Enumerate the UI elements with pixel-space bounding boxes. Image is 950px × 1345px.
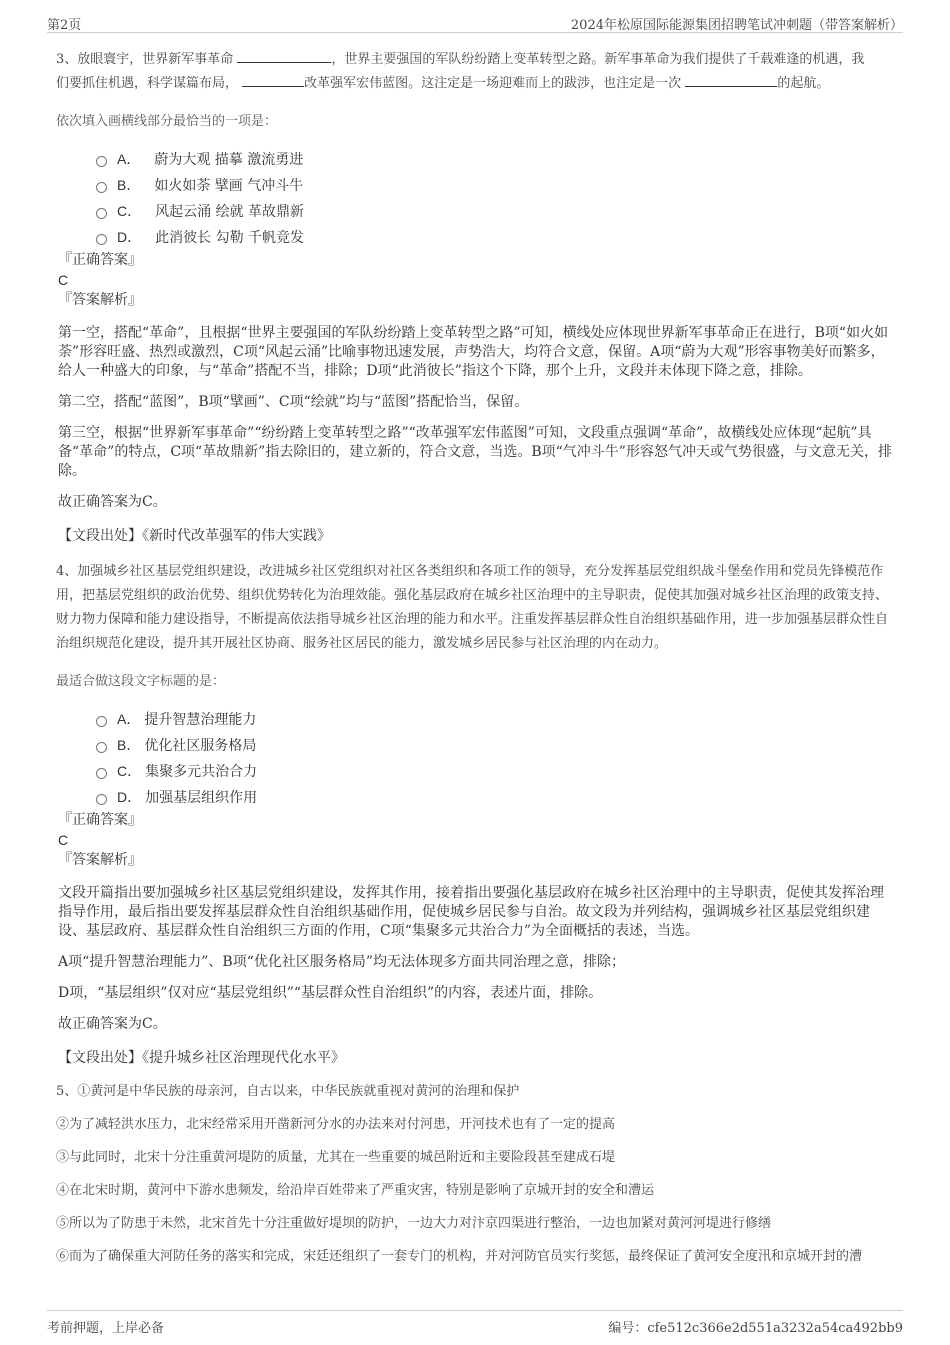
question-4-options (96, 706, 896, 810)
analysis-paragraph: 故正确答案为C。 (58, 1016, 167, 1032)
source-label: 【文段出处】 (58, 1050, 142, 1066)
analysis-paragraph: 第二空，搭配“蓝图”，B项“擘画”、C项“绘就”均与“蓝图”搭配恰当，保留。 (58, 394, 529, 410)
option-text: 加强基层组织作用 (145, 790, 258, 806)
answer-value: C (58, 832, 69, 848)
radio-button-icon[interactable] (96, 234, 107, 245)
answer-label: 『正确答案』 (58, 252, 142, 268)
analysis-paragraph: A项“提升智慧治理能力”、B项“优化社区服务格局”均无法体现多方面共同治理之意，排除； (58, 954, 626, 970)
option-text: 集聚多元共治合力 (145, 764, 258, 780)
option-letter: A． (117, 711, 141, 727)
option-text: 此消彼长 勾勒 千帆竞发 (155, 230, 305, 246)
analysis-paragraph: 故正确答案为C。 (58, 494, 167, 510)
option-c[interactable] (96, 758, 896, 784)
source-title: 《新时代改革强军的伟大实践》 (142, 528, 331, 544)
option-c[interactable] (96, 198, 896, 224)
analysis-paragraph: 文段开篇指出要加强城乡社区基层党组织建设，发挥其作用，接着指出要强化基层政府在城乡社区治理中的主导职责，促使其发挥治理指导作用，最后指出要发挥基层群众性自治组织基础作用，促使城乡居民参与自治。故文段为并列结构，强调城乡社区基层党组织建设、基层政府、基层群众性自治组织三方面的作用，C项“集聚多元共治合力”为全面概括的表述，当选。 (58, 885, 884, 939)
source-label: 【文段出处】 (58, 528, 142, 544)
source-line (58, 526, 896, 546)
analysis-paragraph: 第一空，搭配“革命”，且根据“世界主要强国的军队纷纷踏上变革转型之路”可知，横线处应体现世界新军事革命正在进行，B项“如火如荼”形容旺盛、热烈或激烈，C项“风起云涌”比喻事物迅速发展，声势浩大，均符合文意，保留。A项“蔚为大观”形容事物美好而繁多，给人一种盛大的印象，与“革命”搭配不当，排除；D项“此消彼长”指这个下降，那个上升，文段并未体现下降之意，排除。 (58, 325, 889, 379)
source-title: 《提升城乡社区治理现代化水平》 (142, 1050, 345, 1066)
radio-button-icon[interactable] (96, 208, 107, 219)
source-line (58, 1048, 896, 1068)
question-3 (56, 48, 896, 546)
option-a[interactable] (96, 146, 896, 172)
sentence-item: ②为了减轻洪水压力，北宋经常采用开凿新河分水的办法来对付河患，开河技术也有了一定的提高 (56, 1117, 616, 1132)
stem-text: 改革强军宏伟蓝图。这注定是一场迎难而上的跋涉，也注定是一次 (304, 76, 682, 91)
question-3-options (96, 146, 896, 250)
option-letter: D． (117, 229, 142, 245)
radio-button-icon[interactable] (96, 742, 107, 753)
page-number: 第2页 (47, 18, 82, 33)
question-5 (56, 1082, 896, 1267)
fill-blank-2 (242, 72, 304, 87)
radio-button-icon[interactable] (96, 156, 107, 167)
page-header (47, 10, 903, 33)
option-letter: B． (117, 177, 141, 193)
answer-value: C (58, 272, 69, 288)
question-3-prompt: 依次填入画横线部分最恰当的一项是： (56, 114, 278, 129)
option-letter: A． (117, 151, 141, 167)
sentence-item: 5、①黄河是中华民族的母亲河，自古以来，中华民族就重视对黄河的治理和保护 (56, 1084, 520, 1099)
option-text: 如火如荼 擘画 气冲斗牛 (154, 178, 304, 194)
sentence-item: ⑤所以为了防患于未然，北宋首先十分注重做好堤坝的防护，一边大力对汴京四渠进行整治，一边也加紧对黄河河堤进行修缮 (56, 1216, 772, 1231)
analysis-label: 『答案解析』 (58, 292, 142, 308)
analysis-paragraph: D项，“基层组织”仅对应“基层党组织”“基层群众性自治组织”的内容，表述片面，排除。 (58, 985, 603, 1001)
question-3-stem (56, 48, 896, 96)
stem-text: 们要抓住机遇，科学谋篇布局， (56, 76, 239, 91)
option-letter: B． (117, 737, 141, 753)
question-4 (56, 560, 896, 1068)
sentence-item: ⑥而为了确保重大河防任务的落实和完成，宋廷还组织了一套专门的机构，并对河防官员实行奖惩，最终保证了黄河安全度汛和京城开封的漕 (56, 1249, 863, 1264)
question-4-prompt: 最适合做这段文字标题的是： (56, 674, 226, 689)
radio-button-icon[interactable] (96, 182, 107, 193)
fill-blank-1 (237, 48, 331, 63)
option-letter: C． (117, 763, 142, 779)
radio-button-icon[interactable] (96, 794, 107, 805)
footer-slogan: 考前押题，上岸必备 (47, 1321, 165, 1336)
document-title: 2024年松原国际能源集团招聘笔试冲刺题（带答案解析） (570, 18, 903, 33)
option-text: 优化社区服务格局 (144, 738, 257, 754)
analysis-label: 『答案解析』 (58, 852, 142, 868)
option-b[interactable] (96, 172, 896, 198)
sentence-item: ④在北宋时期，黄河中下游水患频发，给沿岸百姓带来了严重灾害，特别是影响了京城开封的安全和漕运 (56, 1183, 655, 1198)
page-footer (47, 1310, 903, 1335)
option-a[interactable] (96, 706, 896, 732)
page-content (56, 48, 896, 1280)
radio-button-icon[interactable] (96, 716, 107, 727)
option-letter: D． (117, 789, 142, 805)
radio-button-icon[interactable] (96, 768, 107, 779)
option-text: 风起云涌 绘就 革故鼎新 (155, 204, 305, 220)
option-d[interactable] (96, 224, 896, 250)
stem-text: ，世界主要强国的军队纷纷踏上变革转型之路。新军事革命为我们提供了千载难逢的机遇，我 (331, 52, 865, 67)
stem-text: 的起航。 (777, 76, 830, 91)
document-id: 编号：cfe512c366e2d551a3232a54ca492bb9 (608, 1321, 903, 1336)
option-text: 提升智慧治理能力 (144, 712, 257, 728)
stem-text: 3、放眼寰宇，世界新军事革命 (56, 52, 234, 67)
analysis-paragraph: 第三空，根据“世界新军事革命”“纷纷踏上变革转型之路”“改革强军宏伟蓝图”可知，文段重点强调“革命”，故横线处应体现“起航”具备“革命”的特点，C项“革故鼎新”指去除旧的，建立新的，符合文意，当选。B项“气冲斗牛”形容怒气冲天或气势很盛，与文意无关，排除。 (58, 425, 892, 479)
option-letter: C． (117, 203, 142, 219)
option-text: 蔚为大观 描摹 激流勇进 (154, 152, 304, 168)
option-d[interactable] (96, 784, 896, 810)
option-b[interactable] (96, 732, 896, 758)
answer-label: 『正确答案』 (58, 812, 142, 828)
sentence-item: ③与此同时，北宋十分注重黄河堤防的质量，尤其在一些重要的城邑附近和主要险段甚至建成石堤 (56, 1150, 616, 1165)
question-4-stem: 4、加强城乡社区基层党组织建设，改进城乡社区党组织对社区各类组织和各项工作的领导，充分发挥基层党组织战斗堡垒作用和党员先锋模范作用，把基层党组织的政治优势、组织优势转化为治理效能。强化基层政府在城乡社区治理中的主导职责，促使其加强对城乡社区治理的政策支持、财力物力保障和能力建设指导，不断提高依法指导城乡社区治理的能力和水平。注重发挥基层群众性自治组织基础作用，进一步加强基层群众性自治组织规范化建设，提升其开展社区协商、服务社区居民的能力，激发城乡居民参与社区治理的内在动力。 (56, 564, 889, 651)
fill-blank-3 (685, 72, 777, 87)
